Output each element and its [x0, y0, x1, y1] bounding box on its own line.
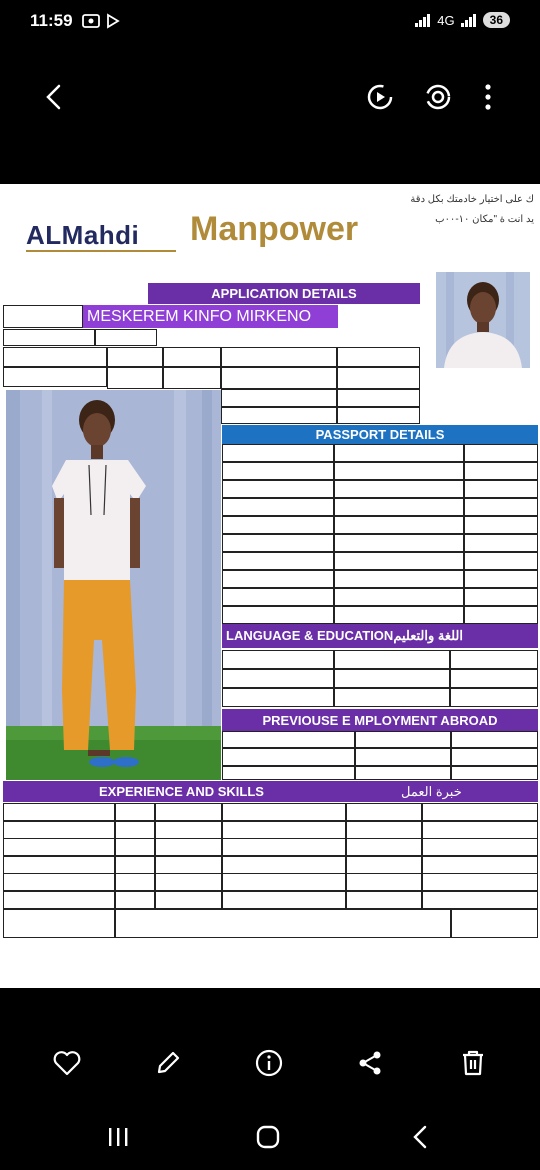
skill-value: NO: [346, 838, 422, 856]
full-body-photo: [6, 390, 221, 780]
passport-row-value: ADDIS ABABA: [334, 570, 464, 588]
logo-manpower: Manpower: [190, 210, 359, 248]
language-row-label: ARABIC: [222, 669, 334, 688]
passport-row-label: DATE OF BIRTH: [222, 480, 334, 498]
skill-label: OTHERSKILLS: [3, 891, 115, 909]
passport-row-label: PASSPORT NO: [222, 462, 334, 480]
recent-apps-icon: [107, 1126, 129, 1148]
employment-period-value: 3 YEIRS: [355, 748, 451, 766]
language-row-value: GOOD: [334, 669, 450, 688]
status-bar: [0, 0, 540, 44]
religion-label: RELIGION: [3, 347, 107, 367]
passport-row-label: DATE EXPIRY: [222, 552, 334, 570]
skill-label: COOKING: [3, 821, 115, 839]
position-applied-label: POSITION APPLIED: [221, 347, 337, 367]
passport-row-arabic: [464, 606, 538, 624]
back-arrow-icon: [411, 1125, 429, 1149]
skill-arabic: عناية الأطفال: [422, 821, 538, 839]
status-time: 11:59: [30, 11, 73, 30]
heart-icon: [53, 1050, 81, 1076]
religion-value: CRSTIYAN: [3, 367, 107, 387]
passport-row-arabic: [464, 498, 538, 516]
header-arabic-text: [410, 190, 534, 230]
ref-value: KW0185: [95, 329, 157, 346]
passport-row-value: SINGLE: [334, 588, 464, 606]
edit-button[interactable]: [143, 1035, 193, 1091]
skill-label: SEWING: [3, 856, 115, 874]
passport-row-value: 09.12.2035: [334, 552, 464, 570]
skill-value: NO: [115, 873, 155, 891]
skill-label: CHILDRENCARE: [222, 821, 346, 839]
language-row-label: EDUCATION: [222, 688, 334, 707]
skill-value: YES: [346, 873, 422, 891]
height-label: HEIGHT: [107, 347, 163, 367]
passport-row-value: 24.02.1992: [334, 480, 464, 498]
skill-value: YES: [346, 803, 422, 821]
passport-row-label: MARITAL STATUS: [222, 588, 334, 606]
passport-row-arabic: ريخ الميلاد: [464, 480, 538, 498]
salary-label: MONTHLY SALARY: [221, 367, 337, 389]
more-vertical-icon: [484, 84, 492, 110]
position-applied-value: HOUSEMAID: [337, 347, 420, 367]
salary-arabic-label: الراتب الشهر: [420, 368, 530, 388]
skill-arabic: عناية الرضيع: [422, 803, 538, 821]
language-row-arabic: المستوى التعليمي: [450, 688, 538, 707]
wifi-signal-icon: [415, 13, 431, 27]
logo-almahdi: ALMahdi: [26, 220, 140, 250]
remaster-icon: [423, 82, 453, 112]
employment-city-value: DUBAI: [451, 748, 538, 766]
passport-row-label: NO.OF CHILDREN: [222, 606, 334, 624]
fullname-value: MESKEREM KINFO MIRKENO: [83, 305, 338, 328]
language-row-value: POOR: [334, 650, 450, 669]
back-button[interactable]: [32, 70, 76, 124]
header-arabic-line1: ك على اختيار خادمتك بكل دقة: [410, 194, 534, 205]
skill-value: [346, 891, 422, 909]
full-body-photo-image: [6, 390, 221, 780]
passport-row-label: PLACE OF ISSUE: [222, 570, 334, 588]
language-education-header: LANGUAGE & EDUCATIONاللغة والتعليم: [222, 624, 538, 648]
skill-value: NO: [115, 891, 155, 909]
system-nav-bar: [0, 1112, 540, 1162]
skill-label: CLEANING: [222, 856, 346, 874]
skill-empty: [155, 873, 222, 891]
delete-button[interactable]: [448, 1035, 498, 1091]
motion-photo-button[interactable]: [358, 70, 402, 124]
skill-label: [222, 891, 346, 909]
info-icon: [255, 1049, 283, 1077]
skill-arabic: تعليم الأطفال: [422, 838, 538, 856]
remarks-value: She is very hard working and industrious and Willing to learn how to cook Arabic food: [115, 909, 451, 938]
header-arabic-line2: يد انت ة "مكان ١٠-٠٠ب: [435, 214, 534, 225]
passport-row-arabic: [464, 552, 538, 570]
salary-value: 275 $: [337, 367, 420, 389]
language-row-arabic: العربية: [450, 669, 538, 688]
skill-label: TUTORING: [222, 838, 346, 856]
passport-row-value: E00059875: [334, 462, 464, 480]
employment-empty-1: [222, 766, 355, 780]
passport-row-value: 29: [334, 498, 464, 516]
more-options-button[interactable]: [466, 70, 510, 124]
skill-arabic: خبرات أخرى: [422, 891, 538, 909]
passport-row-arabic: م جواز السفر: [464, 462, 538, 480]
skill-empty: [155, 821, 222, 839]
remarks-label: REMARKS: [3, 909, 115, 938]
logo-underline: [26, 250, 176, 252]
passport-row-arabic: [464, 570, 538, 588]
passport-row-label: NATIONALITY: [222, 444, 334, 462]
passport-row-value: NONE: [334, 606, 464, 624]
skill-label: WASHING: [222, 873, 346, 891]
skill-value: YES: [346, 856, 422, 874]
passport-photo: [436, 272, 530, 368]
skill-label: BABYSITTING: [222, 803, 346, 821]
skill-empty: [155, 856, 222, 874]
status-right: [415, 12, 510, 28]
viewer-toolbar: [0, 70, 540, 124]
experience-skills-title: EXPERIENCE AND SKILLS: [99, 784, 264, 799]
employment-city-label: CITY,COUNTR: [451, 731, 538, 748]
employment-empty-2: [355, 766, 451, 780]
skill-value: YES: [346, 821, 422, 839]
application-details-header: APPLICATION DETAILS: [148, 283, 420, 304]
skill-label: IRONING: [3, 803, 115, 821]
passport-row-arabic: الجنسية: [464, 444, 538, 462]
details-button[interactable]: [244, 1035, 294, 1091]
employment-position-label: POSITION: [222, 731, 355, 748]
skill-empty: [155, 891, 222, 909]
skill-value: [115, 838, 155, 856]
passport-row-value: MESKAN: [334, 516, 464, 534]
passport-row-label: PLACE OF BIRTH: [222, 516, 334, 534]
contract-label: CONTRACT: [221, 389, 337, 407]
employment-empty-3: [451, 766, 538, 780]
skill-empty: [155, 838, 222, 856]
skill-value: YES: [115, 821, 155, 839]
ref-label: REF NO: [3, 329, 95, 346]
network-type: 4G: [437, 12, 455, 28]
experience-skills-header: [3, 781, 538, 802]
passport-row-label: DATE OF ISSUED: [222, 534, 334, 552]
passport-row-value: ETHIOPIAN: [334, 444, 464, 462]
notification-icons: [82, 12, 132, 34]
remaster-button[interactable]: [416, 70, 460, 124]
skill-value: YES: [115, 803, 155, 821]
passport-row-arabic: حالة الإجتماعية: [464, 588, 538, 606]
contact-number-value: [337, 407, 420, 424]
passport-row-arabic: [464, 534, 538, 552]
skill-label: ARABIC COOKING: [3, 838, 115, 856]
language-row-value: HIGHSCHOOL: [334, 688, 450, 707]
recent-apps-button[interactable]: [88, 1112, 148, 1162]
contract-value: 2 YEARS: [337, 389, 420, 407]
battery-level: 36: [483, 12, 510, 28]
language-row-arabic: الإنجليزية: [450, 650, 538, 669]
employment-position-value: HOUSEMAID: [222, 748, 355, 766]
share-button[interactable]: [345, 1035, 395, 1091]
pencil-icon: [155, 1050, 181, 1076]
photo-actions-bar: [0, 1035, 540, 1091]
passport-row-arabic: مكان الميلاد: [464, 516, 538, 534]
favorite-button[interactable]: [42, 1035, 92, 1091]
weight-label: WEIGHT: [163, 347, 221, 367]
passport-photo-image: [436, 272, 530, 368]
weight-value: 75: [163, 367, 221, 389]
skill-empty: [155, 803, 222, 821]
skill-label: COMPUTER: [3, 873, 115, 891]
language-row-label: ENGLISH: [222, 650, 334, 669]
experience-skills-title-ar: خبرة العمل: [401, 783, 462, 799]
play-circle-icon: [365, 82, 395, 112]
home-icon: [255, 1124, 281, 1150]
skill-value: NO: [115, 856, 155, 874]
fullname-label: FULLNAME: [3, 305, 83, 328]
trash-icon: [461, 1049, 485, 1077]
notification-icon: [82, 12, 132, 30]
cell-signal-icon: [461, 13, 477, 27]
passport-row-label: AGE: [222, 498, 334, 516]
chevron-left-icon: [44, 83, 64, 111]
skill-arabic: الغسيل: [422, 873, 538, 891]
contact-number-label: CONTACT NUMBER: [221, 407, 337, 424]
home-button[interactable]: [238, 1112, 298, 1162]
employment-period-label: PERIOD: [355, 731, 451, 748]
previous-employment-header: PREVIOUSE E MPLOYMENT ABROAD: [222, 709, 538, 731]
share-icon: [357, 1050, 383, 1076]
height-value: 1:70: [107, 367, 163, 389]
contract-arabic-label: مدة العقد: [420, 388, 530, 404]
system-back-button[interactable]: [390, 1112, 450, 1162]
passport-row-value: 10 12 2025: [334, 534, 464, 552]
passport-details-header: PASSPORT DETAILS: [222, 425, 538, 444]
skill-arabic: التنظيف: [422, 856, 538, 874]
remarks-arabic-label: ملاحظات: [451, 909, 538, 938]
